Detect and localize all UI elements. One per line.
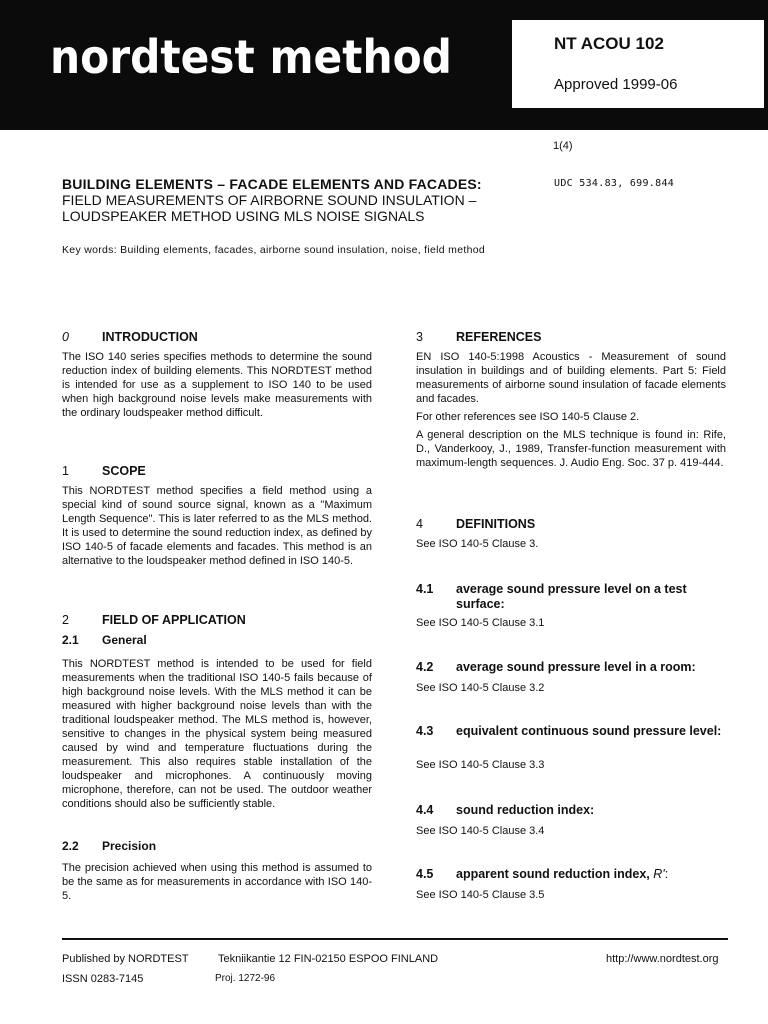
definition-number: 4.2 [416, 660, 434, 674]
footer-address: Tekniikantie 12 FIN-02150 ESPOO FINLAND [218, 953, 439, 965]
section-introduction [62, 330, 372, 420]
brand-logo-text: nordtest method [50, 30, 452, 84]
title-line-1: BUILDING ELEMENTS – FACADE ELEMENTS AND FACADES: [62, 176, 482, 192]
section-number: 3 [416, 330, 423, 344]
footer-issn: ISSN 0283-7145 [62, 973, 144, 985]
section-number: 1 [62, 464, 69, 478]
definition-4-1 [416, 582, 726, 630]
definition-text: See ISO 140-5 Clause 3.1 [416, 617, 545, 629]
section-title: INTRODUCTION [102, 330, 198, 344]
footer-url-link[interactable]: http://www.nordtest.org [606, 953, 719, 965]
definition-title: sound reduction index: [456, 803, 595, 817]
definition-title-text: apparent sound reduction index, [456, 867, 650, 881]
definition-4-5 [416, 867, 726, 902]
definition-heading [416, 867, 726, 883]
definition-text: See ISO 140-5 Clause 3.4 [416, 825, 545, 837]
header-band [0, 0, 768, 130]
section-text: This NORDTEST method specifies a field method using a special kind of sound source signal, known as a "Maximum Length Sequence". This is later referred to as the MLS method. It is used to determine the sound reduction index, as defined by ISO 140-5 of facade elements and facades. This method is an alternative to the loudspeaker method defined in ISO 140-5. [62, 485, 372, 567]
section-heading [416, 330, 726, 346]
definition-number: 4.1 [416, 582, 434, 596]
section-scope [62, 464, 372, 568]
definition-title-colon: : [664, 867, 669, 881]
definition-4-3 [416, 724, 726, 772]
title-line-2: FIELD MEASUREMENTS OF AIRBORNE SOUND INSULATION – [62, 192, 477, 208]
section-field-of-application [62, 613, 372, 811]
definition-number: 4.3 [416, 724, 434, 738]
footer-project: Proj. 1272-96 [215, 973, 276, 984]
section-title: FIELD OF APPLICATION [102, 613, 246, 627]
section-heading [416, 517, 726, 533]
subsection-heading [62, 839, 372, 855]
section-references [416, 330, 726, 470]
keywords: Key words: Building elements, facades, airborne sound insulation, noise, field method [62, 244, 485, 256]
footer-publisher: Published by NORDTEST [62, 953, 189, 965]
section-title: REFERENCES [456, 330, 542, 344]
section-heading [62, 464, 372, 480]
section-heading [62, 330, 372, 346]
definition-title: average sound pressure level on a test surface: [456, 582, 687, 611]
subsection-number: 2.2 [62, 839, 79, 853]
definition-text: See ISO 140-5 Clause 3.2 [416, 682, 545, 694]
approval-date: Approved 1999-06 [554, 76, 678, 93]
method-id-box [512, 20, 764, 108]
section-number: 4 [416, 517, 423, 531]
subsection-heading [62, 633, 372, 649]
reference-text: A general description on the MLS technique is found in: Rife, D., Vanderkooy, J., 1989, Transfer-function measurement with maximum-length sequences. J. Audio Eng. Soc. 37 p. 419-444. [416, 429, 726, 469]
definition-heading [416, 660, 726, 676]
section-precision [62, 839, 372, 903]
title-line-3: LOUDSPEAKER METHOD USING MLS NOISE SIGNALS [62, 208, 425, 224]
method-code: NT ACOU 102 [554, 34, 664, 53]
definition-title: average sound pressure level in a room: [456, 660, 696, 674]
section-definitions [416, 517, 726, 551]
subsection-title: Precision [102, 839, 157, 853]
definition-title: equivalent continuous sound pressure level: [456, 724, 722, 738]
section-text: See ISO 140-5 Clause 3. [416, 538, 539, 550]
definition-symbol: R' [653, 867, 665, 881]
definition-text: See ISO 140-5 Clause 3.5 [416, 889, 545, 901]
definition-title [456, 867, 668, 881]
subsection-title: General [102, 633, 147, 647]
definition-4-2 [416, 660, 726, 695]
definition-text: See ISO 140-5 Clause 3.3 [416, 759, 545, 771]
definition-number: 4.4 [416, 803, 434, 817]
section-text: The precision achieved when using this method is assumed to be the same as for measurements in accordance with ISO 140-5. [62, 862, 372, 902]
page-number: 1(4) [553, 140, 573, 152]
reference-text: EN ISO 140-5:1998 Acoustics - Measurement of sound insulation in buildings and of building elements. Part 5: Field measurements of airborne sound insulation of facade elements and facades. [416, 351, 726, 405]
document-title [62, 176, 532, 224]
definition-heading [416, 582, 726, 612]
section-number: 2 [62, 613, 69, 627]
definition-4-4 [416, 803, 726, 838]
definition-heading [416, 803, 726, 819]
definition-number: 4.5 [416, 867, 434, 881]
section-heading [62, 613, 372, 629]
udc-code: UDC 534.83, 699.844 [554, 178, 675, 189]
definition-heading [416, 724, 726, 754]
section-title: SCOPE [102, 464, 146, 478]
subsection-number: 2.1 [62, 633, 79, 647]
section-text: This NORDTEST method is intended to be used for field measurements when the traditional ISO 140-5 fails because of high background noise levels. With the MLS method it can be measured with higher background noise levels than with the traditional loudspeaker method. The MLS method is, however, sensitive to changes in the physical system being measured caused by wind and temperature fluctuations during the measurement. This also requires stable installation of the loudspeaker and microphones. A continuously moving microphone, therefore, can not be used. The outdoor weather conditions should also be sufficiently stable. [62, 658, 372, 810]
section-text: The ISO 140 series specifies methods to determine the sound reduction index of building elements. This NORDTEST method is intended for use as a supplement to ISO 140 to be used when high background noise levels make measurements with the ordinary loudspeaker method difficult. [62, 351, 372, 419]
section-title: DEFINITIONS [456, 517, 536, 531]
section-number: 0 [62, 330, 69, 344]
footer-rule [62, 938, 728, 940]
reference-text: For other references see ISO 140-5 Clause 2. [416, 411, 640, 423]
